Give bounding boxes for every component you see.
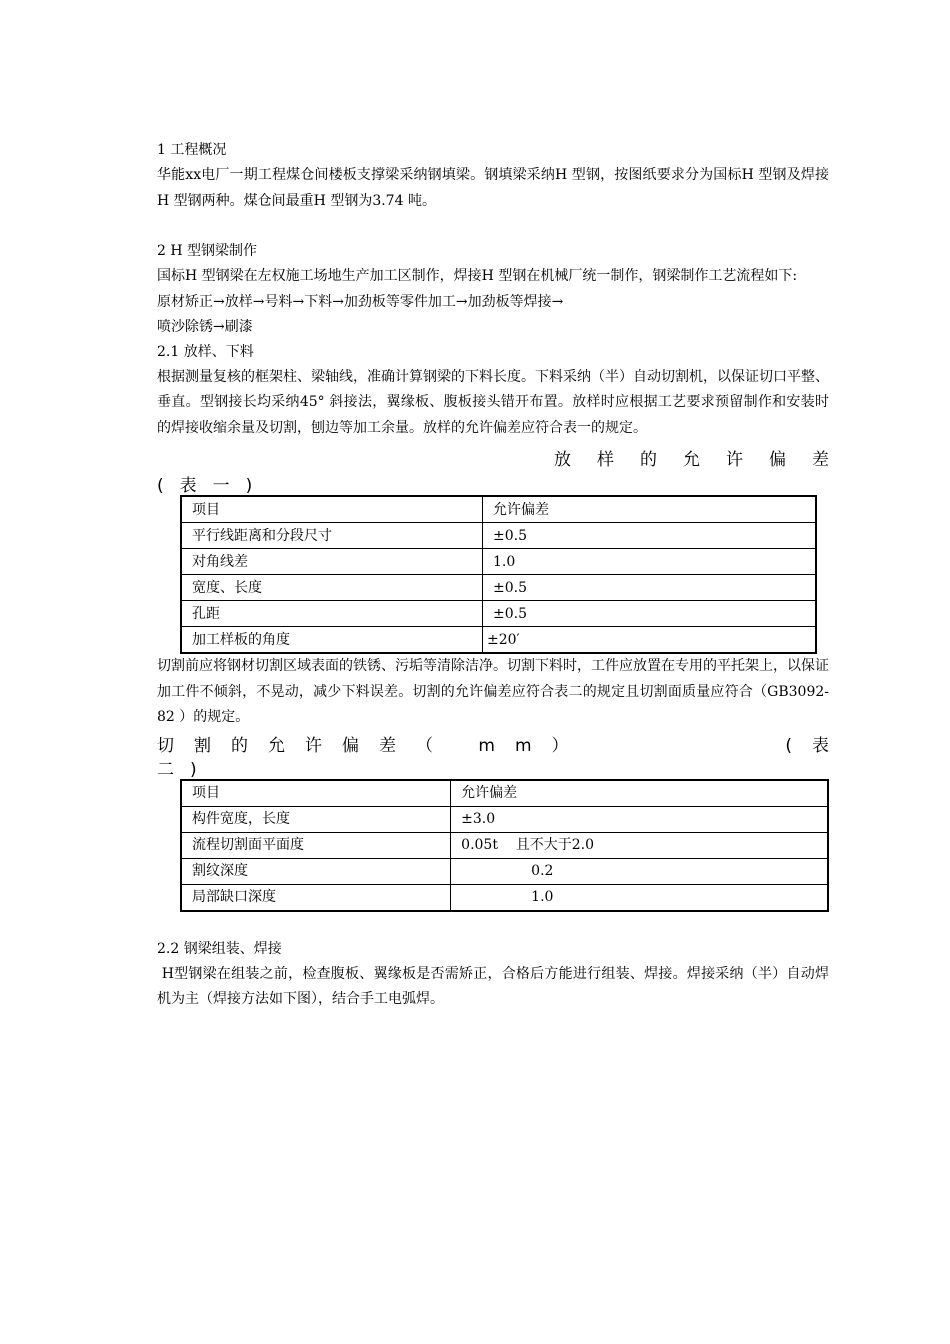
table-row (181, 780, 828, 807)
table-2-tag-part-2: 二) (157, 759, 213, 780)
table-cell: ±0.5 (483, 523, 817, 549)
table-row (181, 496, 816, 523)
table-cell: 割纹深度 (181, 858, 451, 884)
table-2-tag-part-1: (表 (785, 735, 849, 756)
table-1-tag: (表一) (157, 476, 269, 496)
table-2-title: 切割的允许偏差（ mm） (157, 735, 589, 756)
table-2-caption (157, 731, 849, 780)
section-2-2-paragraph: H型钢梁在组装之前，检查腹板、翼缘板是否需矫正，合格后方能进行组装、焊接。焊接采纳（半）自动焊机为主（焊接方法如下图），结合手工电弧焊。 (157, 965, 829, 1007)
table-cell: 0.2 (451, 858, 828, 884)
table-1 (180, 495, 817, 654)
table-row (181, 832, 828, 858)
table-cell: 0.05t 且不大于2.0 (451, 832, 828, 858)
document-page (157, 138, 855, 1013)
table-1-title: 放样的允许偏差 (554, 450, 855, 470)
table-header-cell: 项目 (181, 780, 451, 807)
table-row (181, 884, 828, 911)
table-cell: 1.0 (451, 884, 828, 911)
table-row (181, 601, 816, 627)
table-cell: 局部缺口深度 (181, 884, 451, 911)
process-flow-line-1: 原材矫正→放样→号料→下料→加劲板等零件加工→加劲板等焊接→ (157, 293, 564, 310)
table-row (181, 858, 828, 884)
section-2-heading: 2 H 型钢梁制作 (157, 243, 258, 259)
table-row (181, 549, 816, 575)
table-cell: 1.0 (483, 549, 817, 575)
section-1-paragraph: 华能xx电厂一期工程煤仓间楼板支撑梁采纳钢填梁。钢填梁采纳H 型钢，按图纸要求分为国标H 型钢及焊接H 型钢两种。煤仓间最重H 型钢为3.74 吨。 (157, 167, 829, 209)
section-2-2-heading: 2.2 钢梁组装、焊接 (157, 940, 282, 957)
table-cell: ±20′ (483, 627, 817, 654)
table-header-cell: 允许偏差 (483, 496, 817, 523)
table-cell: 加工样板的角度 (181, 627, 483, 654)
table-cell: ±3.0 (451, 806, 828, 832)
table-cell: 宽度、长度 (181, 575, 483, 601)
table-row (181, 575, 816, 601)
table-cell: ±0.5 (483, 575, 817, 601)
section-1-heading: 1 工程概况 (157, 142, 227, 158)
table-cell: 孔距 (181, 601, 483, 627)
section-2-1-paragraph: 根据测量复核的框架柱、梁轴线，准确计算钢梁的下料长度。下料采纳（半）自动切割机，以保证切口平整、垂直。型钢接长均采纳45° 斜接法，翼缘板、腹板接头错开布置。放样时应根据工艺要求预留制作和安装时的焊接收缩余量及切割，刨边等加工余量。放样的允许偏差应符合表一的规定。 (157, 368, 829, 436)
table-row (181, 627, 816, 654)
cutting-paragraph: 切割前应将钢材切割区域表面的铁锈、污垢等清除洁净。切割下料时，工件应放置在专用的平托架上，以保证加工件不倾斜，不晃动，减少下料误差。切割的允许偏差应符合表二的规定且切割面质量应符合（GB3092-82 ）的规定。 (157, 658, 829, 725)
table-row (181, 523, 816, 549)
table-cell: ±0.5 (483, 601, 817, 627)
table-cell: 平行线距离和分段尺寸 (181, 523, 483, 549)
table-2 (180, 779, 829, 912)
process-flow-line-2: 喷沙除锈→刷漆 (157, 318, 253, 335)
table-1-caption (157, 441, 855, 496)
table-row (181, 806, 828, 832)
table-cell: 对角线差 (181, 549, 483, 575)
table-header-cell: 允许偏差 (451, 780, 828, 807)
section-2-paragraph: 国标H 型钢梁在左权施工场地生产加工区制作，焊接H 型钢在机械厂统一制作，钢梁制作工艺流程如下: (157, 268, 798, 284)
section-2-1-heading: 2.1 放样、下料 (157, 343, 254, 360)
table-cell: 流程切割面平面度 (181, 832, 451, 858)
table-header-cell: 项目 (181, 496, 483, 523)
table-cell: 构件宽度，长度 (181, 806, 451, 832)
